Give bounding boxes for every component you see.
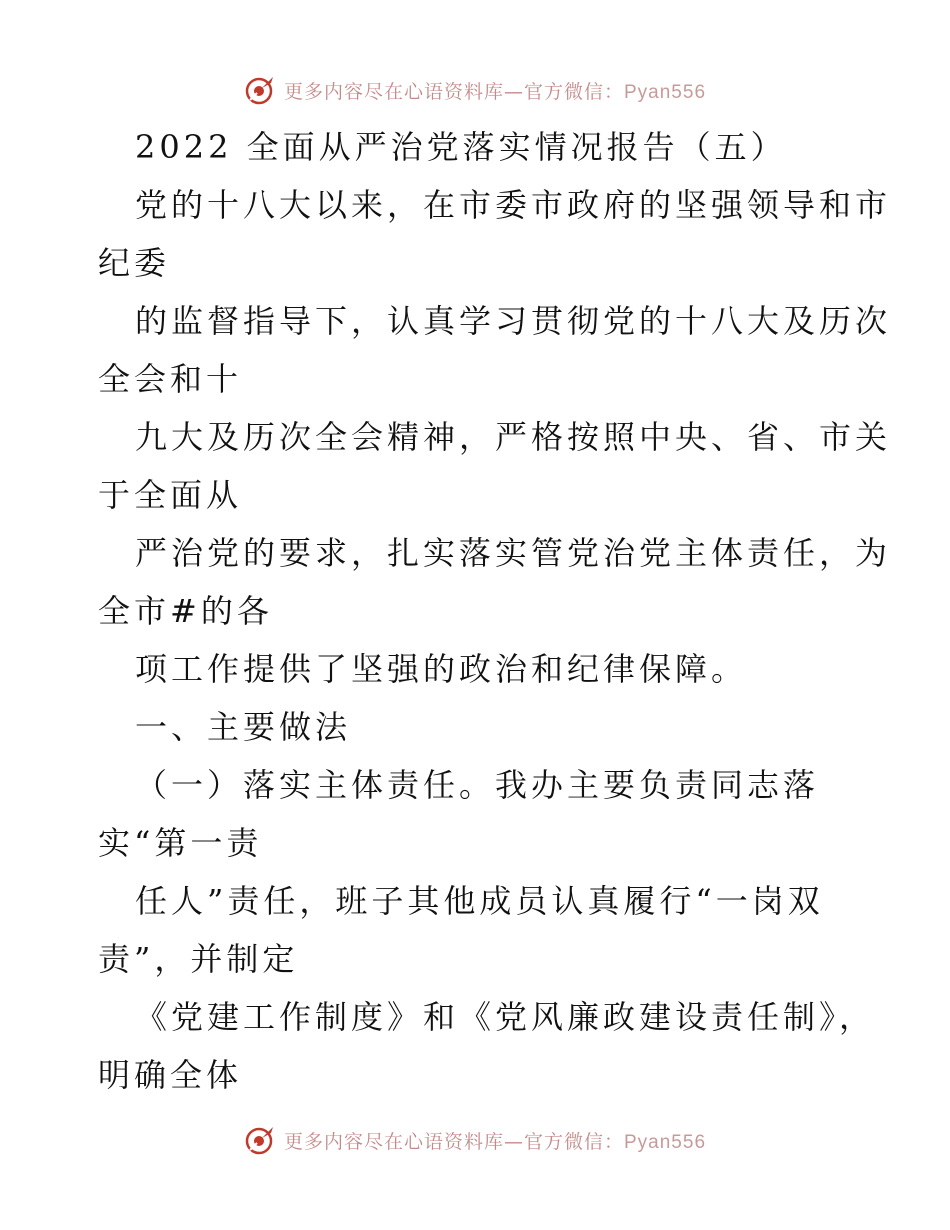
quill-logo-icon (244, 74, 276, 106)
paragraph-line: 严治党的要求，扎实落实管党治党主体责任，为 (135, 534, 892, 572)
paragraph-line: （一）落实主体责任。我办主要负责同志落 (135, 766, 820, 804)
paragraph-line: 的监督指导下，认真学习贯彻党的十八大及历次 (135, 302, 892, 340)
document-title: 2022 全面从严治党落实情况报告（五） (135, 128, 787, 166)
paragraph-line: 责”，并制定 (98, 940, 299, 978)
footer-watermark (0, 1120, 950, 1160)
paragraph-line: 党的十八大以来，在市委市政府的坚强领导和市 (135, 186, 892, 224)
paragraph-line: 全市#的各 (98, 592, 273, 630)
paragraph-line: 于全面从 (98, 476, 243, 514)
paragraph-line: 任人”责任，班子其他成员认真履行“一岗双 (135, 882, 824, 920)
header-watermark (0, 70, 950, 110)
paragraph-line: 项工作提供了坚强的政治和纪律保障。 (135, 650, 748, 688)
paragraph-line: 《党建工作制度》和《党风廉政建设责任制》， (135, 998, 876, 1036)
section-heading: 一、主要做法 (135, 708, 352, 746)
watermark-text: 更多内容尽在心语资料库—官方微信：Pyan556 (283, 80, 707, 103)
quill-logo-icon (244, 1124, 276, 1156)
watermark-text: 更多内容尽在心语资料库—官方微信：Pyan556 (283, 1130, 707, 1153)
paragraph-line: 九大及历次全会精神，严格按照中央、省、市关 (135, 418, 892, 456)
paragraph-line: 明确全体 (98, 1056, 243, 1094)
paragraph-line: 全会和十 (98, 360, 243, 398)
paragraph-line: 纪委 (98, 244, 171, 282)
paragraph-line: 实“第一责 (98, 824, 263, 862)
